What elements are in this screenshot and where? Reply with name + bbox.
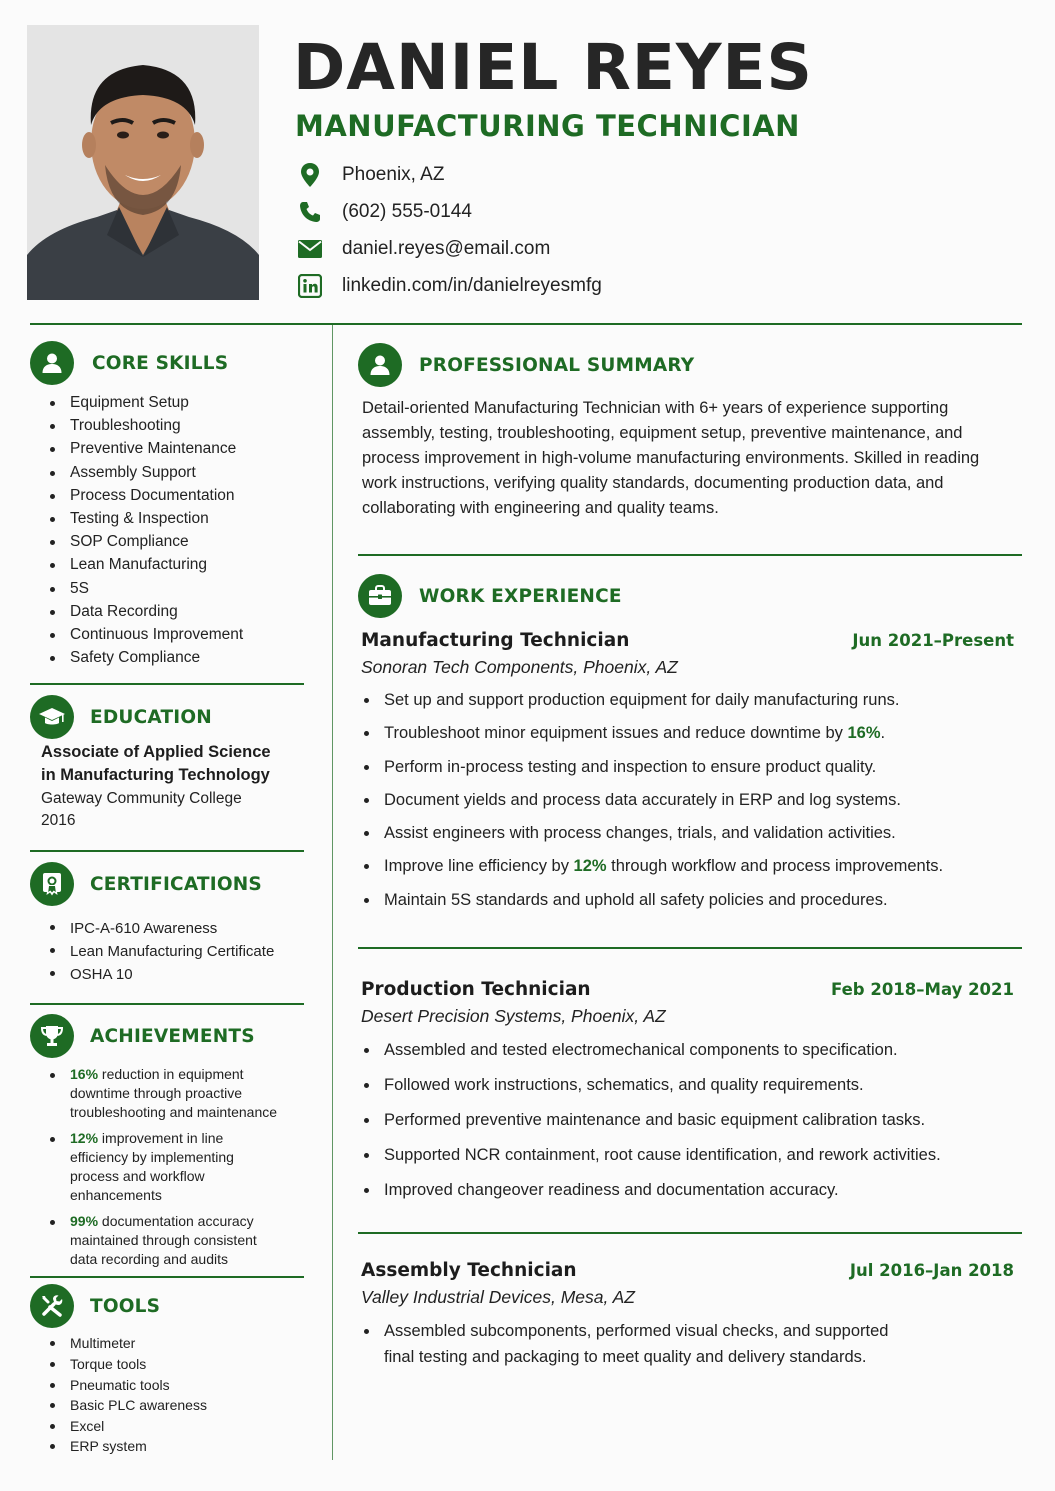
- list-item: Lean Manufacturing Certificate: [30, 940, 304, 963]
- location-pin-icon: [296, 161, 324, 189]
- list-item: Preventive Maintenance: [30, 437, 304, 460]
- list-item: Improve line efficiency by 12% through workflow and process improvements.: [358, 850, 1022, 883]
- certifications-title: CERTIFICATIONS: [90, 873, 262, 895]
- job-bullets: [358, 684, 1022, 917]
- core-skills-list: [30, 391, 304, 669]
- job-header: [358, 979, 1022, 1000]
- list-item: Document yields and process data accurately in ERP and log systems.: [358, 784, 1022, 817]
- wrench-screwdriver-icon: [30, 1284, 74, 1328]
- job-bullets: [358, 1318, 1022, 1370]
- list-item: Troubleshooting: [30, 414, 304, 437]
- core-skills-header: [30, 340, 304, 386]
- list-item: Excel: [30, 1416, 304, 1437]
- list-item: Set up and support production equipment for daily manufacturing runs.: [358, 684, 1022, 717]
- tools-list: [30, 1333, 304, 1457]
- person-icon: [358, 343, 402, 387]
- job-company: Desert Precision Systems, Phoenix, AZ: [361, 1006, 666, 1027]
- experience-title: WORK EXPERIENCE: [419, 585, 622, 607]
- job-title: Manufacturing Technician: [361, 630, 630, 651]
- candidate-name: DANIEL REYES: [293, 31, 813, 104]
- job-dates: Feb 2018–May 2021: [831, 980, 1014, 1000]
- list-item: Performed preventive maintenance and basic equipment calibration tasks.: [358, 1103, 1022, 1138]
- list-item: Assist engineers with process changes, trials, and validation activities.: [358, 817, 1022, 850]
- job-entry: [358, 1260, 1022, 1370]
- education-header: [30, 694, 304, 740]
- job-title-heading: MANUFACTURING TECHNICIAN: [295, 109, 800, 143]
- list-item: Data Recording: [30, 600, 304, 623]
- job-title: Assembly Technician: [361, 1260, 577, 1282]
- list-item: Assembly Support: [30, 461, 304, 484]
- job-dates: Jul 2016–Jan 2018: [849, 1261, 1014, 1281]
- list-item: ERP system: [30, 1436, 304, 1457]
- summary-header: [358, 343, 1022, 387]
- left-column: [30, 340, 304, 1457]
- job-company: Sonoran Tech Components, Phoenix, AZ: [361, 657, 678, 677]
- contact-email[interactable]: daniel.reyes@email.com: [296, 230, 602, 267]
- job-company: Valley Industrial Devices, Mesa, AZ: [361, 1287, 635, 1308]
- portrait-photo: [27, 25, 259, 300]
- core-skills-title: CORE SKILLS: [92, 352, 229, 374]
- list-item: 99% documentation accuracy maintained through consistent data recording and audits: [30, 1212, 304, 1269]
- briefcase-icon: [358, 574, 402, 618]
- list-item: OSHA 10: [30, 963, 304, 986]
- experience-header: [358, 574, 1022, 618]
- column-divider: [332, 325, 333, 1460]
- right-column: [358, 343, 1022, 1370]
- linkedin-icon: [296, 272, 324, 300]
- header-divider: [30, 323, 1022, 325]
- graduation-year: 2016: [41, 812, 76, 830]
- list-item: Assembled subcomponents, performed visual checks, and supported final testing and packaging to meet quality and delivery standards.: [358, 1318, 1022, 1370]
- section-divider: [358, 947, 1022, 949]
- tools-title: TOOLS: [90, 1295, 161, 1317]
- list-item: Process Documentation: [30, 484, 304, 507]
- job-entry: [358, 979, 1022, 1208]
- list-item: 16% reduction in equipment downtime through proactive troubleshooting and maintenance: [30, 1065, 304, 1122]
- list-item: Pneumatic tools: [30, 1375, 304, 1396]
- section-divider: [358, 554, 1022, 556]
- list-item: Maintain 5S standards and uphold all safety policies and procedures.: [358, 884, 1022, 917]
- person-icon: [30, 341, 74, 385]
- trophy-icon: [30, 1014, 74, 1058]
- contact-location: Phoenix, AZ: [296, 156, 602, 193]
- list-item: Testing & Inspection: [30, 507, 304, 530]
- job-bullets: [358, 1033, 1022, 1208]
- list-item: 5S: [30, 577, 304, 600]
- job-dates: Jun 2021–Present: [852, 631, 1014, 650]
- list-item: Multimeter: [30, 1333, 304, 1354]
- list-item: Safety Compliance: [30, 646, 304, 669]
- contact-list: [296, 156, 602, 304]
- certifications-header: [30, 861, 304, 907]
- list-item: Perform in-process testing and inspection to ensure product quality.: [358, 751, 1022, 784]
- list-item: SOP Compliance: [30, 530, 304, 553]
- section-divider: [30, 850, 304, 852]
- job-header: [358, 630, 1022, 651]
- school-name: Gateway Community College: [41, 790, 242, 808]
- achievements-title: ACHIEVEMENTS: [90, 1025, 255, 1047]
- tools-header: [30, 1283, 304, 1329]
- list-item: Improved changeover readiness and documentation accuracy.: [358, 1173, 1022, 1208]
- section-divider: [358, 1232, 1022, 1234]
- list-item: Basic PLC awareness: [30, 1395, 304, 1416]
- contact-linkedin[interactable]: linkedin.com/in/danielreyesmfg: [296, 267, 602, 304]
- envelope-icon: [296, 235, 324, 263]
- certifications-list: [30, 917, 304, 986]
- graduation-cap-icon: [30, 695, 74, 739]
- section-divider: [30, 683, 304, 685]
- job-header: [358, 1260, 1022, 1281]
- summary-title: PROFESSIONAL SUMMARY: [419, 354, 695, 376]
- achievements-header: [30, 1013, 304, 1059]
- section-divider: [30, 1276, 304, 1278]
- section-divider: [30, 1003, 304, 1005]
- job-entry: [358, 630, 1022, 917]
- list-item: 12% improvement in line efficiency by implementing process and workflow enhancements: [30, 1129, 304, 1205]
- summary-text: Detail-oriented Manufacturing Technician with 6+ years of experience supporting assembly, testing, troubleshooting, equipment setup, preventive maintenance, and process improvement in high-volume manufacturing environments. Skilled in reading work instructions, verifying quality standards, documenting production data, and collaborating with engineering and quality teams.: [362, 399, 980, 517]
- education-title: EDUCATION: [90, 706, 212, 728]
- list-item: Supported NCR containment, root cause identification, and rework activities.: [358, 1138, 1022, 1173]
- list-item: Continuous Improvement: [30, 623, 304, 646]
- list-item: Troubleshoot minor equipment issues and reduce downtime by 16%.: [358, 717, 1022, 750]
- list-item: Equipment Setup: [30, 391, 304, 414]
- degree-line-2: in Manufacturing Technology: [41, 766, 270, 785]
- list-item: Followed work instructions, schematics, and quality requirements.: [358, 1068, 1022, 1103]
- list-item: Assembled and tested electromechanical components to specification.: [358, 1033, 1022, 1068]
- certificate-icon: [30, 862, 74, 906]
- list-item: IPC-A-610 Awareness: [30, 917, 304, 940]
- achievements-list: [30, 1065, 304, 1269]
- degree-line-1: Associate of Applied Science: [41, 743, 271, 762]
- list-item: Torque tools: [30, 1354, 304, 1375]
- job-title: Production Technician: [361, 979, 591, 1001]
- profile-photo: [27, 25, 259, 300]
- contact-phone: (602) 555-0144: [296, 193, 602, 230]
- phone-icon: [296, 198, 324, 226]
- list-item: Lean Manufacturing: [30, 553, 304, 576]
